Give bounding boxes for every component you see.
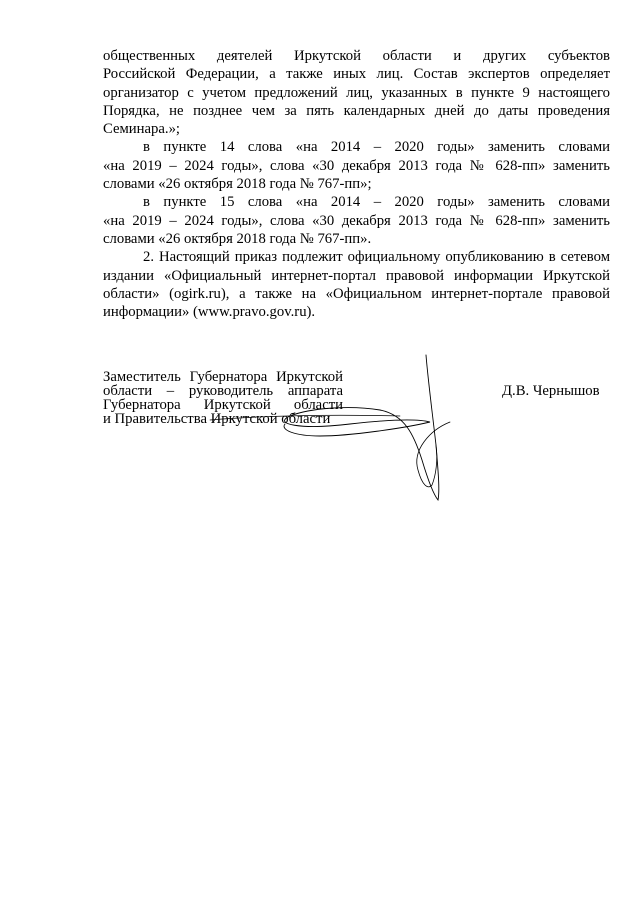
text-line: общественных деятелей Иркутской области и других субъектов [103, 48, 610, 64]
text-line: информации» (www.pravo.gov.ru). [103, 304, 316, 321]
text-line: словами «26 октября 2018 года № 767-пп». [103, 230, 372, 247]
position-line: Заместитель Губернатора Иркутской [103, 369, 343, 385]
paragraph-publication [103, 248, 610, 321]
position-line: области – руководитель аппарата [103, 383, 343, 399]
handwritten-signature [200, 350, 460, 510]
text-line: в пункте 15 слова «на 2014 – 2020 годы» заменить словами [143, 194, 610, 211]
text-line: словами «26 октября 2018 года № 767-пп»; [103, 176, 372, 193]
position-line: Губернатора Иркутской области [103, 397, 343, 413]
text-line: Российской Федерации, а также иных лиц. Состав экспертов определяет [103, 66, 610, 83]
text-line: издании «Официальный интернет-портал правовой информации Иркутской [103, 267, 610, 284]
paragraph-item-14 [103, 138, 610, 193]
text-line: Порядка, не позднее чем за пять календарных дней до даты проведения [103, 102, 610, 119]
text-line: «на 2019 – 2024 годы», слова «30 декабря 2013 года № 628-пп» заменить [103, 157, 610, 174]
text-line: 2. Настоящий приказ подлежит официальному опубликованию в сетевом [143, 249, 610, 266]
paragraph-item-15 [103, 193, 610, 248]
document-body [103, 47, 610, 321]
paragraph-continuation [103, 47, 610, 138]
text-line: организатор с учетом предложений лиц, указанных в пункте 9 настоящего [103, 84, 610, 101]
signer-name: Д.В. Чернышов [502, 383, 600, 399]
text-line: области» (ogirk.ru), а также на «Официальном интернет-портале правовой [103, 285, 610, 302]
position-line: и Правительства Иркутской области [103, 411, 331, 427]
text-line: «на 2019 – 2024 годы», слова «30 декабря 2013 года № 628-пп» заменить [103, 212, 610, 229]
text-line: в пункте 14 слова «на 2014 – 2020 годы» заменить словами [143, 139, 610, 156]
text-line: Семинара.»; [103, 121, 180, 138]
